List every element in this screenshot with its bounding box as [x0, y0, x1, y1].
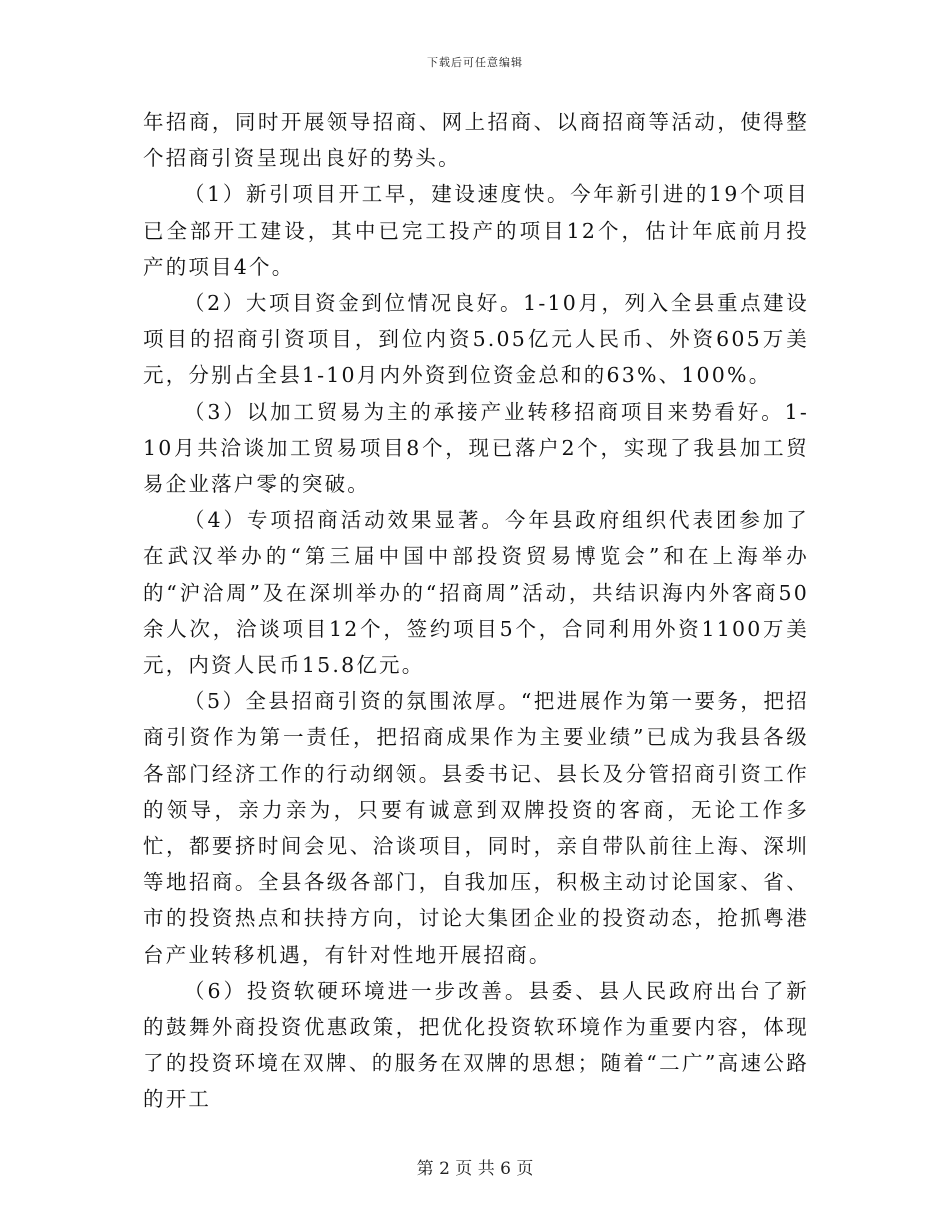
paragraph-continuation: 年招商，同时开展领导招商、网上招商、以商招商等活动，使得整个招商引资呈现出良好的势头。: [143, 110, 809, 171]
document-body: [143, 104, 809, 1118]
paragraph-item-2: （2）大项目资金到位情况良好。1-10月，列入全县重点建设项目的招商引资项目，到位内资5.05亿元人民币、外资605万美元，分别占全县1-10月内外资到位资金总和的63%、100%。: [143, 291, 809, 388]
paragraph-item-3: （3）以加工贸易为主的承接产业转移招商项目来势看好。1-10月共洽谈加工贸易项目8个，现已落户2个，实现了我县加工贸易企业落户零的突破。: [143, 399, 809, 497]
paragraph-item-1: （1）新引项目开工早，建设速度快。今年新引进的19个项目已全部开工建设，其中已完工投产的项目12个，估计年底前月投产的项目4个。: [143, 182, 809, 279]
paragraph-item-4: （4）专项招商活动效果显著。今年县政府组织代表团参加了在武汉举办的“第三届中国中部投资贸易博览会”和在上海举办的“沪洽周”及在深圳举办的“招商周”活动，共结识海内外客商50余人次，洽谈项目12个，签约项目5个，合同利用外资1100万美元，内资人民币15.8亿元。: [143, 508, 809, 678]
page-header-note: 下载后可任意编辑: [427, 56, 523, 69]
page-number: 第 2 页 共 6 页: [416, 1159, 534, 1179]
paragraph-item-5: （5）全县招商引资的氛围浓厚。“把进展作为第一要务，把招商引资作为第一责任，把招商成果作为主要业绩”已成为我县各级各部门经济工作的行动纲领。县委书记、县长及分管招商引资工作的领导，亲力亲为，只要有诚意到双牌投资的客商，无论工作多忙，都要挤时间会见、洽谈项目，同时，亲自带队前往上海、深圳等地招商。全县各级各部门，自我加压，积极主动讨论国家、省、市的投资热点和扶持方向，讨论大集团企业的投资动态，抢抓粤港台产业转移机遇，有针对性地开展招商。: [143, 689, 809, 967]
paragraph-item-6: （6）投资软硬环境进一步改善。县委、县人民政府出台了新的鼓舞外商投资优惠政策，把优化投资软环境作为重要内容，体现了的投资环境在双牌、的服务在双牌的思想；随着“二广”高速公路的开工: [143, 978, 809, 1112]
